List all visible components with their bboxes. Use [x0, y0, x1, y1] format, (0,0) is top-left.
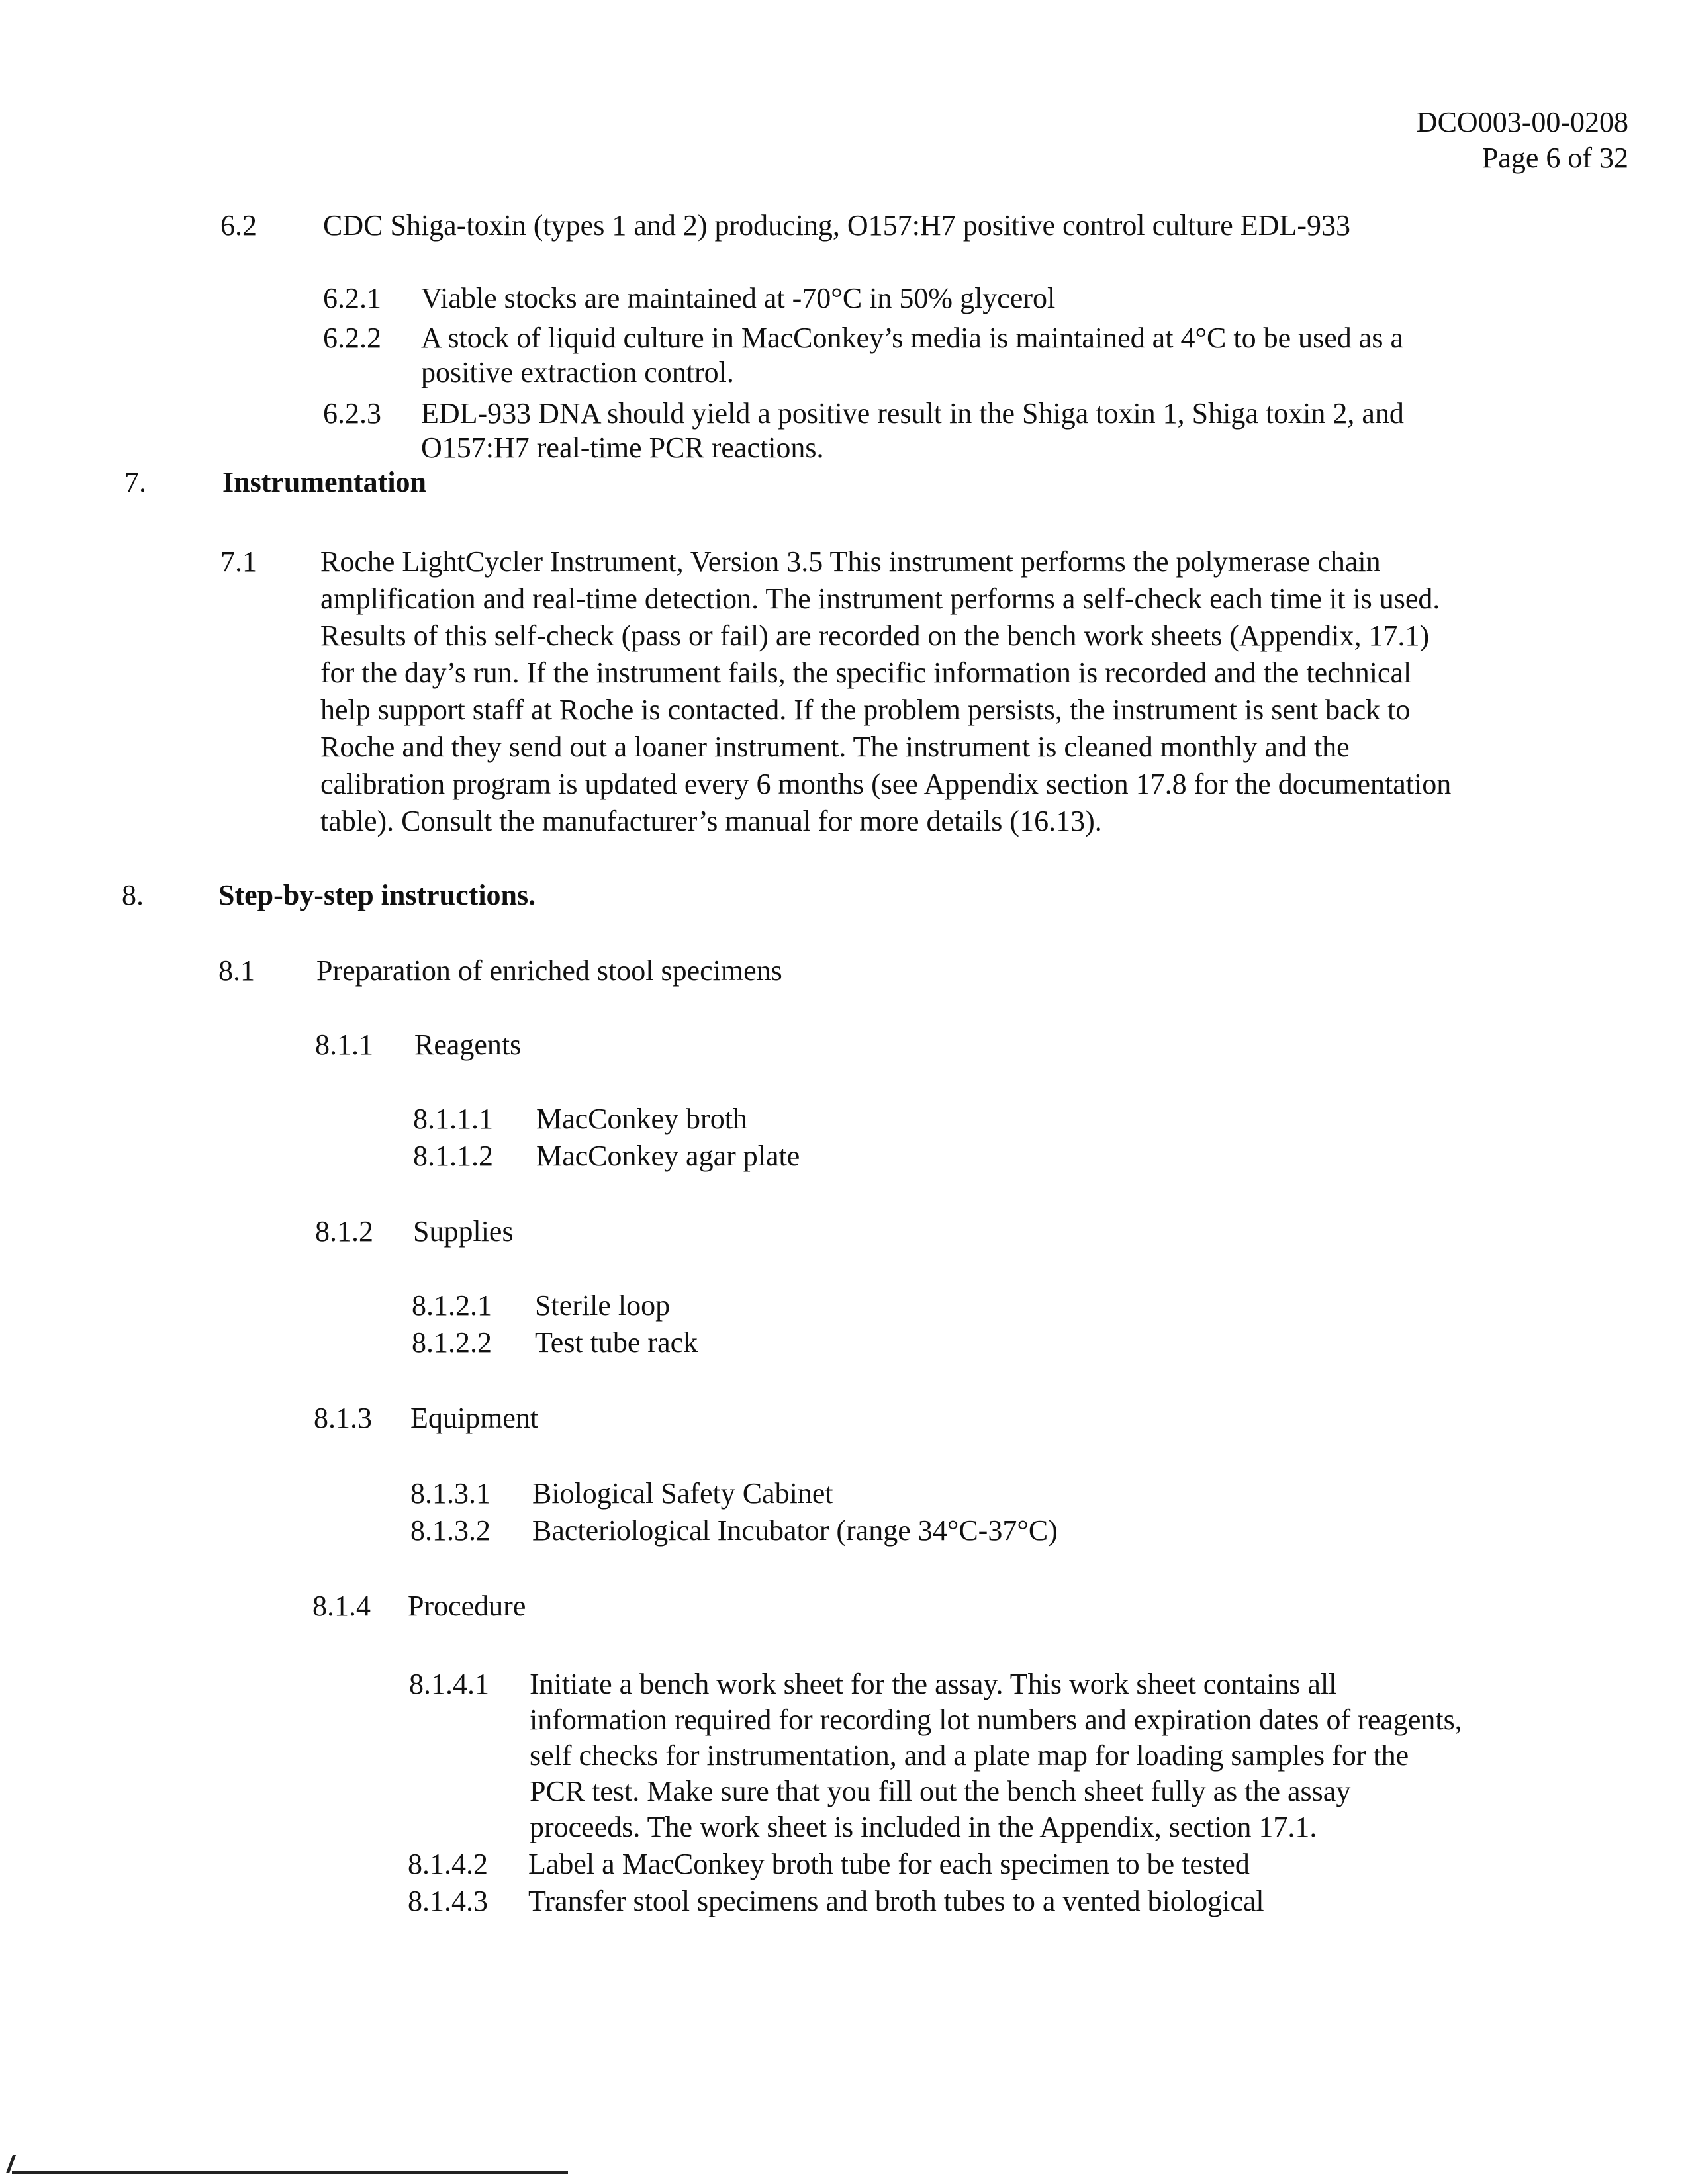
item-number: 8.1.4.1: [409, 1668, 489, 1700]
section-number: 8.: [122, 879, 144, 911]
item-text: Bacteriological Incubator (range 34°C-37°C): [532, 1514, 1058, 1547]
page-number: Page 6 of 32: [1481, 142, 1628, 174]
item-text: positive extraction control.: [421, 356, 734, 388]
subsection-number: 8.1.2: [315, 1215, 373, 1248]
section-number: 7.1: [220, 545, 257, 578]
paragraph-line: Roche and they send out a loaner instrument. The instrument is cleaned monthly and the: [320, 731, 1350, 763]
subsection-title: Supplies: [413, 1215, 514, 1248]
paragraph-line: Roche LightCycler Instrument, Version 3.5 This instrument performs the polymerase chain: [320, 545, 1381, 578]
paragraph-line: table). Consult the manufacturer’s manual for more details (16.13).: [320, 805, 1102, 837]
item-number: 8.1.2.2: [412, 1326, 492, 1359]
section-number: 8.1: [218, 954, 255, 987]
item-number: 6.2.2: [323, 322, 381, 354]
section-number: 6.2: [220, 209, 257, 242]
subsection-title: Preparation of enriched stool specimens: [316, 954, 782, 987]
item-number: 8.1.4.3: [408, 1885, 488, 1917]
item-number: 6.2.3: [323, 397, 381, 430]
item-text: Sterile loop: [535, 1289, 671, 1322]
item-text: self checks for instrumentation, and a plate map for loading samples for the: [530, 1739, 1409, 1772]
paragraph-line: help support staff at Roche is contacted. If the problem persists, the instrument is sent back to: [320, 694, 1411, 726]
subsection-number: 8.1.4: [312, 1590, 371, 1622]
paragraph-line: amplification and real-time detection. The instrument performs a self-check each time it is used.: [320, 582, 1440, 615]
subsection-title: Reagents: [414, 1028, 522, 1061]
paragraph-line: for the day’s run. If the instrument fails, the specific information is recorded and the technical: [320, 657, 1412, 689]
item-text: EDL-933 DNA should yield a positive result in the Shiga toxin 1, Shiga toxin 2, and: [421, 397, 1404, 430]
section-heading: Instrumentation: [222, 466, 427, 498]
subsection-title: Equipment: [410, 1402, 539, 1434]
footer-rule: [12, 2171, 568, 2174]
item-text: PCR test. Make sure that you fill out the bench sheet fully as the assay: [530, 1775, 1351, 1807]
item-text: Label a MacConkey broth tube for each specimen to be tested: [528, 1848, 1250, 1880]
document-id: DCO003-00-0208: [1416, 106, 1628, 138]
item-text: information required for recording lot numbers and expiration dates of reagents,: [530, 1704, 1462, 1736]
item-text: MacConkey agar plate: [536, 1140, 800, 1172]
subsection-number: 8.1.1: [315, 1028, 373, 1061]
subsection-number: 8.1.3: [314, 1402, 372, 1434]
section-number: 7.: [124, 466, 146, 498]
item-number: 8.1.3.2: [410, 1514, 491, 1547]
item-text: Biological Safety Cabinet: [532, 1477, 833, 1510]
item-number: 8.1.4.2: [408, 1848, 488, 1880]
item-text: O157:H7 real-time PCR reactions.: [421, 432, 824, 464]
item-text: Initiate a bench work sheet for the assay. This work sheet contains all: [530, 1668, 1337, 1700]
item-number: 8.1.2.1: [412, 1289, 492, 1322]
item-text: MacConkey broth: [536, 1103, 747, 1135]
item-number: 8.1.3.1: [410, 1477, 491, 1510]
item-text: proceeds. The work sheet is included in the Appendix, section 17.1.: [530, 1811, 1317, 1843]
paragraph-line: calibration program is updated every 6 months (see Appendix section 17.8 for the documentation: [320, 768, 1452, 800]
item-number: 8.1.1.2: [413, 1140, 493, 1172]
item-number: 8.1.1.1: [413, 1103, 493, 1135]
item-text: Transfer stool specimens and broth tubes to a vented biological: [528, 1885, 1264, 1917]
subsection-title: Procedure: [408, 1590, 526, 1622]
item-number: 6.2.1: [323, 282, 381, 314]
paragraph-line: Results of this self-check (pass or fail) are recorded on the bench work sheets (Appendix, 17.1): [320, 619, 1430, 652]
item-text: Viable stocks are maintained at -70°C in 50% glycerol: [421, 282, 1056, 314]
section-text: CDC Shiga-toxin (types 1 and 2) producing, O157:H7 positive control culture EDL-933: [323, 209, 1350, 242]
item-text: A stock of liquid culture in MacConkey’s media is maintained at 4°C to be used as a: [421, 322, 1403, 354]
item-text: Test tube rack: [535, 1326, 698, 1359]
section-heading: Step-by-step instructions.: [218, 879, 536, 911]
